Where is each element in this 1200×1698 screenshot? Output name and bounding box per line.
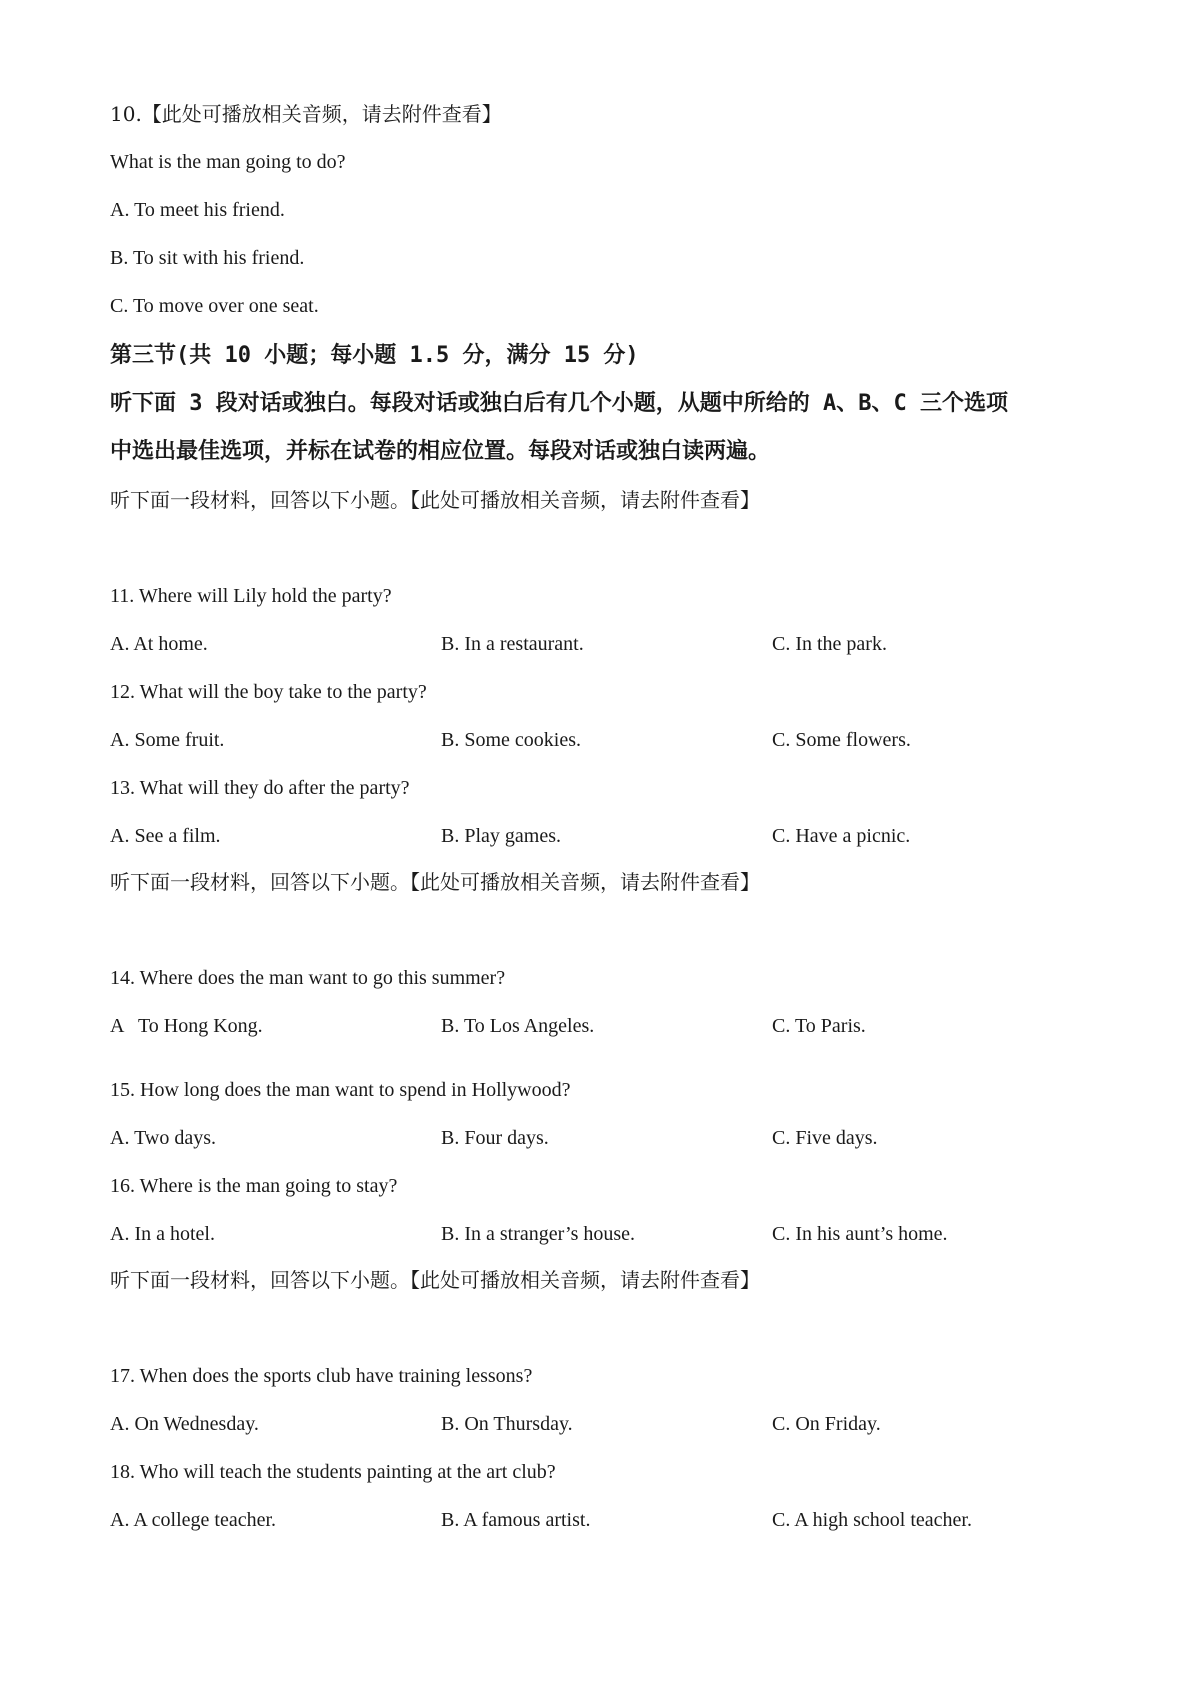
- q17-option-c: C. On Friday.: [772, 1413, 881, 1435]
- q15-option-b: B. Four days.: [441, 1127, 549, 1149]
- q13-option-b: B. Play games.: [441, 825, 561, 847]
- q17-question: 17. When does the sports club have training lessons?: [110, 1365, 533, 1387]
- q12-option-b: B. Some cookies.: [441, 729, 581, 751]
- q11-option-b: B. In a restaurant.: [441, 633, 584, 655]
- q15-option-c: C. Five days.: [772, 1127, 878, 1149]
- q11-option-c: C. In the park.: [772, 633, 887, 655]
- q16-option-c: C. In his aunt’s home.: [772, 1223, 948, 1245]
- q12-question: 12. What will the boy take to the party?: [110, 681, 427, 703]
- q10-question: What is the man going to do?: [110, 151, 346, 173]
- q10-option-c: C. To move over one seat.: [110, 295, 319, 317]
- q14-question: 14. Where does the man want to go this summer?: [110, 967, 506, 989]
- q16-option-b: B. In a stranger’s house.: [441, 1223, 636, 1245]
- q16-question: 16. Where is the man going to stay?: [110, 1175, 398, 1197]
- section3-title: 第三节(共 10 小题；每小题 1.5 分，满分 15 分): [110, 343, 639, 368]
- section3-instruction-line1: 听下面 3 段对话或独白。每段对话或独白后有几个小题，从题中所给的 A、B、C 三个选项: [110, 391, 1008, 416]
- q18-question: 18. Who will teach the students painting at the art club?: [110, 1461, 556, 1483]
- q17-option-a: A. On Wednesday.: [110, 1413, 259, 1435]
- q13-option-c: C. Have a picnic.: [772, 825, 911, 847]
- q13-option-a: A. See a film.: [110, 825, 221, 847]
- q15-question: 15. How long does the man want to spend in Hollywood?: [110, 1079, 571, 1101]
- passage-note-2: 听下面一段材料，回答以下小题。【此处可播放相关音频，请去附件查看】: [110, 870, 760, 894]
- q16-option-a: A. In a hotel.: [110, 1223, 215, 1245]
- q12-option-c: C. Some flowers.: [772, 729, 911, 751]
- q18-option-a: A. A college teacher.: [110, 1509, 277, 1531]
- q18-option-c: C. A high school teacher.: [772, 1509, 972, 1531]
- q11-question: 11. Where will Lily hold the party?: [110, 585, 392, 607]
- q14-option-c: C. To Paris.: [772, 1015, 866, 1037]
- passage-note-3: 听下面一段材料，回答以下小题。【此处可播放相关音频，请去附件查看】: [110, 1268, 760, 1292]
- q17-option-b: B. On Thursday.: [441, 1413, 573, 1435]
- q11-option-a: A. At home.: [110, 633, 208, 655]
- q14-option-b: B. To Los Angeles.: [441, 1015, 595, 1037]
- q10-option-a: A. To meet his friend.: [110, 199, 285, 221]
- q10-option-b: B. To sit with his friend.: [110, 247, 305, 269]
- q15-option-a: A. Two days.: [110, 1127, 217, 1149]
- q14-option-a: A To Hong Kong.: [110, 1015, 263, 1037]
- q12-option-a: A. Some fruit.: [110, 729, 225, 751]
- passage-note-1: 听下面一段材料，回答以下小题。【此处可播放相关音频，请去附件查看】: [110, 488, 760, 512]
- section3-instruction-line2: 中选出最佳选项，并标在试卷的相应位置。每段对话或独白读两遍。: [110, 439, 771, 464]
- q18-option-b: B. A famous artist.: [441, 1509, 591, 1531]
- q10-header: 10.【此处可播放相关音频，请去附件查看】: [110, 102, 502, 126]
- q13-question: 13. What will they do after the party?: [110, 777, 410, 799]
